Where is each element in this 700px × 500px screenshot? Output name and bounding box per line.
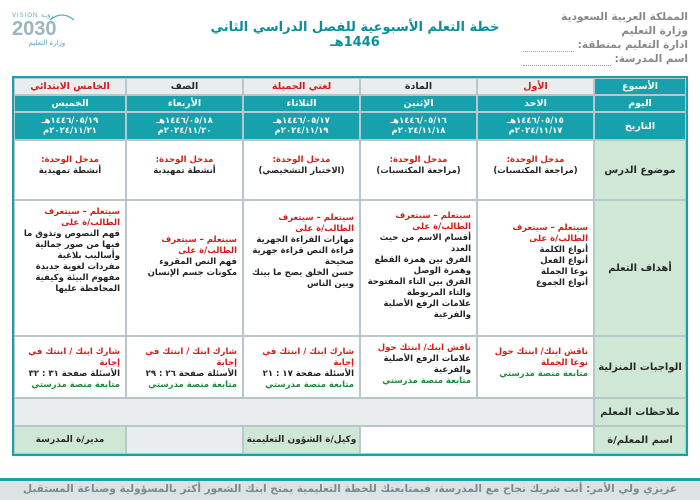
vision-2030-logo: [12, 12, 82, 60]
date-gregorian: ٢٠٢٤/١١/٢١م: [43, 126, 97, 136]
plan-table: [12, 76, 688, 456]
homework-body: الأسئلة صفحة ١٧ : ٢١: [262, 369, 354, 379]
date-hijri: ١٤٤٦/٠٥/١٦هـ: [390, 116, 447, 126]
objective-item: حسن الخلق يصح ما بينك وبين الناس: [252, 268, 354, 289]
week-label: الأسبوع: [622, 81, 658, 92]
objective-item: مفهوم البيئة وكيفية المحافظة عليها: [35, 273, 120, 294]
seal-icon: [48, 12, 76, 22]
date-label-cell: [594, 112, 686, 140]
objectives-label-cell: [594, 200, 686, 336]
objective-item: فهم النصوص وتذوق ما فيها من صور جمالية وأساليب بلاغية: [23, 229, 120, 261]
date-gregorian: ٢٠٢٤/١١/١٧م: [508, 126, 563, 136]
parent-message: عزيزي ولي الأمر: أنت شريك نجاح مع المدرسة، فبمتابعتك للخطة التعليمية يمنح ابنك الشعور أكثر بالمسؤولية وصناعة المستقبل: [23, 483, 677, 495]
date-label: التاريخ: [624, 120, 656, 132]
homework-platform: متابعة منصة مدرستي: [31, 380, 120, 390]
date-gregorian: ٢٠٢٤/١١/١٩م: [274, 126, 329, 136]
region-line: [523, 38, 688, 52]
objectives-heading: سيتعلم – سيتعرف الطالب/ة على: [278, 213, 354, 234]
day-label-cell: [594, 95, 686, 112]
parent-message-bar: [0, 478, 700, 500]
lesson-unit-label: مدخل الوحدة:: [389, 155, 448, 165]
objective-item: الفرق بين التاء المفتوحة والتاء المربوطة: [367, 277, 471, 298]
ministry-text: وزارة التعليم: [621, 25, 688, 37]
week-label-cell: [594, 78, 686, 95]
objective-item: مهارات القراءة الجهرية: [256, 235, 354, 245]
school-line: [523, 52, 688, 66]
logo-ministry-text: وزارة التعليم: [28, 39, 66, 47]
objective-item: فهم النص المقروء: [159, 257, 237, 267]
objectives-thursday: [14, 200, 126, 336]
objectives-tuesday: [243, 200, 360, 336]
objectives-heading: سيتعلم – سيتعرف الطالب/ة على: [44, 207, 120, 228]
homework-body: الأسئلة صفحة ٣١ : ٣٢: [28, 369, 120, 379]
day-thursday-text: الخميس: [51, 98, 89, 109]
logo-year-text: 2030: [12, 18, 57, 40]
homework-heading: ناقش ابنك/ ابنتك حول نوعا الجملة: [494, 347, 588, 368]
logo-vision-text: VISION رؤيـة: [12, 13, 54, 19]
homework-platform: متابعة منصة مدرستي: [499, 369, 588, 379]
footer-accent-bar: [0, 478, 700, 481]
lesson-topic: (مراجعة المكتسبات): [376, 166, 461, 176]
objective-item: علامات الرفع الأصلية والفرعية: [383, 299, 471, 320]
vice-label: وكيل/ة الشؤون التعليمية: [246, 435, 357, 445]
lesson-topic: (مراجعة المكتسبات): [493, 166, 578, 176]
ministry-header: [523, 10, 688, 66]
day-monday-text: الإثنين: [403, 98, 434, 109]
week-value-cell: [477, 78, 594, 95]
objectives-wednesday: [126, 200, 243, 336]
homework-body: علامات الرفع الأصلية والفرعية: [383, 354, 471, 375]
homework-sunday: [477, 336, 594, 398]
objectives-sunday: [477, 200, 594, 336]
day-monday: [360, 95, 477, 112]
day-sunday-text: الاحد: [524, 98, 547, 109]
day-thursday: [14, 95, 126, 112]
date-hijri: ١٤٤٦/٠٥/١٩هـ: [41, 116, 99, 126]
date-tuesday: [243, 112, 360, 140]
lesson-sunday: [477, 140, 594, 200]
objective-item: أقسام الاسم من حيث العدد: [379, 233, 471, 254]
country-text: المملكة العربية السعودية: [561, 11, 688, 23]
grade-value-cell: [14, 78, 126, 95]
principal-label-cell: [14, 426, 126, 454]
objective-item: مكونات جسم الإنسان: [147, 268, 237, 278]
vice-label-cell: [243, 426, 360, 454]
date-hijri: ١٤٤٦/٠٥/١٥هـ: [507, 116, 564, 126]
lesson-unit-label: مدخل الوحدة:: [155, 155, 214, 165]
homework-platform: متابعة منصة مدرستي: [382, 376, 471, 386]
lesson-unit-label: مدخل الوحدة:: [272, 155, 331, 165]
grade-value: الخامس الابتدائي: [30, 81, 110, 92]
teacher-name-field[interactable]: [360, 426, 594, 454]
date-monday: [360, 112, 477, 140]
objectives-heading: سيتعلم – سيتعرف الطالب/ة على: [512, 223, 588, 244]
lesson-label-cell: [594, 140, 686, 200]
teacher-label-cell: [594, 426, 686, 454]
grade-header: الصف: [170, 81, 199, 92]
homework-tuesday: [243, 336, 360, 398]
notes-label: ملاحظات المعلم: [600, 406, 680, 418]
week-value: الأول: [523, 81, 548, 92]
objective-item: قراءة النص قراءة جهرية صحيحة: [252, 246, 354, 267]
subject-header-cell: [360, 78, 477, 95]
lesson-label: موضوع الدرس: [604, 164, 676, 176]
notes-field[interactable]: [14, 398, 594, 426]
region-field[interactable]: [523, 42, 574, 52]
date-hijri: ١٤٤٦/٠٥/١٧هـ: [273, 116, 330, 126]
region-text: ادارة التعليم بمنطقة:: [577, 39, 688, 51]
objective-item: أنواع الكلمة: [539, 245, 588, 255]
notes-label-cell: [594, 398, 686, 426]
day-sunday: [477, 95, 594, 112]
homework-thursday: [14, 336, 126, 398]
lesson-wednesday: [126, 140, 243, 200]
day-wednesday: [126, 95, 243, 112]
day-tuesday-text: الثلاثاء: [286, 98, 317, 109]
objectives-heading: سيتعلم – سيتعرف الطالب/ة على: [395, 211, 471, 232]
day-label: اليوم: [628, 98, 652, 109]
school-field[interactable]: [523, 56, 611, 66]
teacher-label: اسم المعلم/ة: [607, 434, 673, 446]
day-tuesday: [243, 95, 360, 112]
homework-heading: ناقش ابنك/ ابنتك حول: [377, 343, 471, 353]
lesson-topic: أنشطة تمهيدية: [153, 166, 216, 176]
objective-item: مفردات لغوية جديدة: [35, 262, 120, 272]
date-sunday: [477, 112, 594, 140]
homework-body: الأسئلة صفحة ٢٦ : ٢٩: [145, 369, 237, 379]
grade-header-cell: [126, 78, 243, 95]
objective-item: أنواع الجموع: [535, 278, 588, 288]
lesson-topic: أنشطة تمهيدية: [38, 166, 102, 176]
homework-label: الواجبات المنزلية: [598, 361, 682, 373]
date-hijri: ١٤٤٦/٠٥/١٨هـ: [156, 116, 213, 126]
objectives-heading: سيتعلم – سيتعرف الطالب/ة على: [161, 235, 237, 256]
vice-signature-field[interactable]: [126, 426, 243, 454]
day-wednesday-text: الأربعاء: [167, 98, 202, 109]
objective-item: الفرق بين همزة القطع وهمزة الوصل: [374, 255, 471, 276]
homework-heading: شارك ابنك / ابنتك في إجابة: [145, 347, 237, 368]
lesson-topic: (الاختبار التشخيصي): [258, 166, 345, 176]
homework-monday: [360, 336, 477, 398]
principal-label: مدير/ة المدرسة: [35, 435, 105, 445]
date-wednesday: [126, 112, 243, 140]
date-gregorian: ٢٠٢٤/١١/٢٠م: [157, 126, 212, 136]
ministry-line: [523, 24, 688, 38]
date-gregorian: ٢٠٢٤/١١/١٨م: [391, 126, 446, 136]
homework-platform: متابعة منصة مدرستي: [265, 380, 354, 390]
homework-heading: شارك ابنك / ابنتك في إجابة: [28, 347, 120, 368]
objectives-monday: [360, 200, 477, 336]
homework-heading: شارك ابنك / ابنتك في إجابة: [262, 347, 354, 368]
date-thursday: [14, 112, 126, 140]
objective-item: أنواع الفعل: [540, 256, 588, 266]
objective-item: نوعا الجملة: [540, 267, 588, 277]
page-title: خطة التعلم الأسبوعية للفصل الدراسي الثاني 1446هـ: [210, 20, 500, 50]
school-text: اسم المدرسة:: [614, 53, 688, 65]
lesson-monday: [360, 140, 477, 200]
homework-platform: متابعة منصة مدرستي: [148, 380, 237, 390]
subject-value: لغتي الجميلة: [271, 81, 332, 92]
lesson-unit-label: مدخل الوحدة:: [506, 155, 565, 165]
objectives-label: أهداف التعلم: [608, 262, 672, 274]
homework-label-cell: [594, 336, 686, 398]
lesson-thursday: [14, 140, 126, 200]
subject-header: المادة: [404, 81, 433, 92]
homework-wednesday: [126, 336, 243, 398]
subject-value-cell: [243, 78, 360, 95]
country-line: [523, 10, 688, 24]
lesson-tuesday: [243, 140, 360, 200]
lesson-unit-label: مدخل الوحدة:: [41, 155, 99, 165]
